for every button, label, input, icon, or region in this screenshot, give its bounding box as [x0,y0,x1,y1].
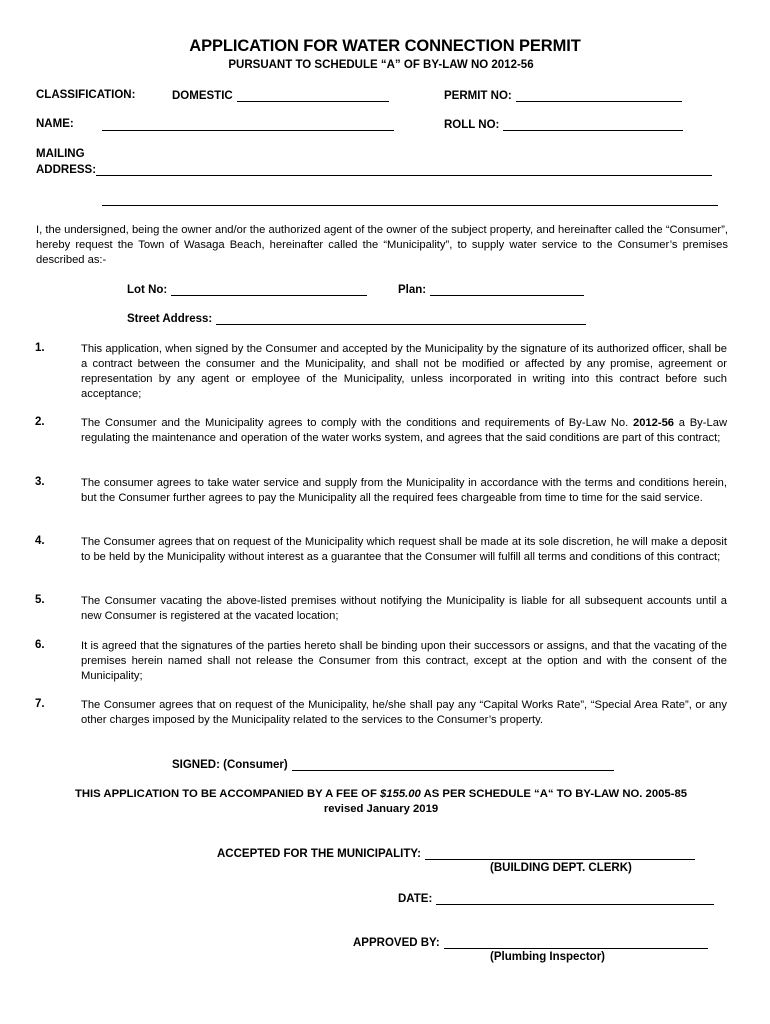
form-subtitle: PURSUANT TO SCHEDULE “A” OF BY-LAW NO 2012-56 [228,59,534,71]
name-label: NAME: [36,118,74,130]
lot-no-field[interactable] [171,283,367,296]
clause-number: 5. [35,594,45,606]
street-address-label: Street Address: [127,313,213,325]
fee-amount: $155.00 [380,788,421,800]
clause-text: The consumer agrees to take water service and supply from the Municipality in accordance with the terms and conditions herein, but the Consumer further agrees to pay the Municipality all the required fees chargeable from time to time for the said service. [81,477,727,504]
lot-row [127,283,367,296]
accepted-row [217,847,695,860]
approved-by-label: APPROVED BY: [353,937,440,949]
signed-consumer-label: SIGNED: (Consumer) [172,759,288,771]
domestic-label: DOMESTIC [172,90,233,102]
fee-statement [0,788,762,800]
lot-no-label: Lot No: [127,284,168,296]
clause-number: 7. [35,698,45,710]
address-label: ADDRESS: [36,164,97,176]
plan-field[interactable] [430,283,584,296]
clause-text-part: The Consumer and the Municipality agrees to comply with the conditions and requirements of By-Law No. [81,417,629,429]
clause-text-part: a By-Law regulating the maintenance and operation of the water works system, and agrees that the said conditions are part of this contract; [81,417,728,444]
clause-text: The Consumer agrees that on request of the Municipality, he/she shall pay any “Capital Works Rate”, “Special Area Rate”, or any other charges imposed by the Municipality related to the services to the Consumer’s property. [81,699,727,726]
permit-no-label: PERMIT NO: [444,90,512,102]
name-label-row [36,118,74,130]
consumer-signature-field[interactable] [292,758,614,771]
date-field[interactable] [436,892,714,905]
mailing-label: MAILING [36,148,85,160]
approved-by-field[interactable] [444,936,708,949]
clause-text [81,416,727,446]
revised-date: revised January 2019 [323,803,439,815]
fee-text: THIS APPLICATION TO BE ACCOMPANIED BY A FEE OF [74,788,377,800]
roll-row [444,118,683,131]
clause-text: It is agreed that the signatures of the parties hereto shall be binding upon their successors or assigns, and that the vacating of the premises herein named shall not release the Consumer from this contract, except at the option and with the consent of the Municipality; [81,640,727,682]
approved-row [353,936,708,949]
clause-number: 2. [35,416,45,428]
permit-no-field[interactable] [516,89,682,102]
clause-number: 6. [35,639,45,651]
domestic-row [172,89,389,102]
intro-paragraph: I, the undersigned, being the owner and/or the authorized agent of the owner of the subject property, and hereinafter called the “Consumer”, hereby request the Town of Wasaga Beach, hereinafter called the “Municipality”, to supply water service to the Consumer’s premises described as:- [36,224,728,266]
plan-label: Plan: [398,284,427,296]
classification-label: CLASSIFICATION: [36,89,136,101]
plan-row [398,283,584,296]
address-field-line-2[interactable] [102,193,718,206]
classification-row [36,89,135,101]
street-row [127,312,586,325]
clause-number: 1. [35,342,45,354]
form-title: APPLICATION FOR WATER CONNECTION PERMIT [189,37,581,55]
address-field-line-1[interactable] [96,163,712,176]
name-field-row [102,118,394,131]
fee-text: AS PER SCHEDULE “A“ TO BY-LAW NO. 2005-85 [423,788,688,800]
address-row [36,163,712,176]
street-address-field[interactable] [216,312,586,325]
clerk-caption: (BUILDING DEPT. CLERK) [490,862,632,874]
clause-text: This application, when signed by the Consumer and accepted by the Municipality by the signature of its authorized officer, shall be a contract between the consumer and the Municipality, and shall not be modified or affected by any promise, agreement or representation by any agent or employee of the Municipality, unless incorporated in writing into this contract before such acceptance; [81,343,727,400]
domestic-field[interactable] [237,89,389,102]
bylaw-number: 2012-56 [632,417,675,429]
clause-number: 3. [35,476,45,488]
accepted-label: ACCEPTED FOR THE MUNICIPALITY: [217,848,422,860]
permit-row [444,89,682,102]
inspector-caption: (Plumbing Inspector) [490,951,605,963]
date-label: DATE: [398,893,433,905]
municipality-signature-field[interactable] [425,847,695,860]
clause-text: The Consumer agrees that on request of the Municipality which request shall be made at its sole discretion, he will make a deposit to be held by the Municipality without interest as a guarantee that the Consumer will fulfill all terms and conditions of this contract; [81,536,727,563]
name-field[interactable] [102,118,394,131]
clause-number: 4. [35,535,45,547]
clause-text: The Consumer vacating the above-listed premises without notifying the Municipality is liable for all subsequent accounts until a new Consumer is registered at the vacated location; [81,595,727,622]
roll-no-field[interactable] [503,118,683,131]
signed-row [172,758,614,771]
roll-no-label: ROLL NO: [444,119,500,131]
date-row [398,892,714,905]
